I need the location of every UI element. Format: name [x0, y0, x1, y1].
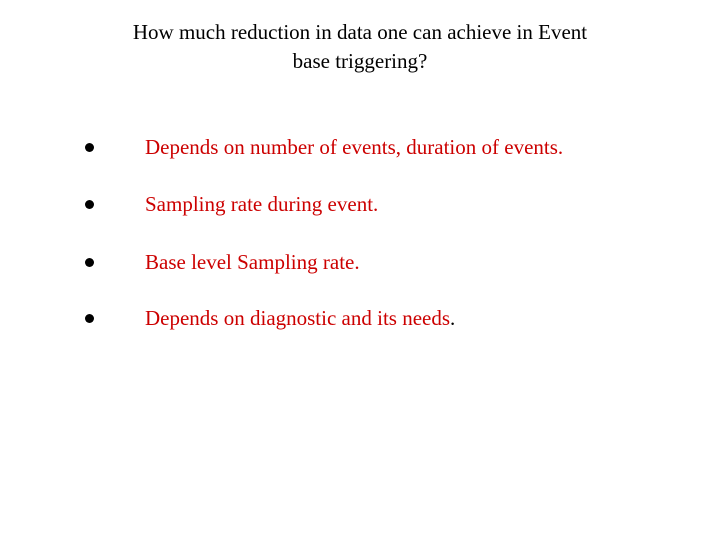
- bullet-dot-icon: [85, 314, 94, 323]
- bullet-text: Sampling rate during event.: [145, 192, 379, 216]
- bullet-dot-icon: [85, 143, 94, 152]
- bullet-item-events: [83, 132, 703, 162]
- bullet-dot-icon: [85, 258, 94, 267]
- bullet-dot-icon: [85, 200, 94, 209]
- slide-title-line-1: How much reduction in data one can achieve in Event: [132, 20, 588, 44]
- bullet-text-period: .: [450, 306, 456, 330]
- bullet-item-diagnostic: [83, 303, 703, 333]
- bullet-text: [145, 303, 455, 333]
- slide-title-line-2: base triggering?: [292, 49, 428, 73]
- bullet-text: Depends on number of events, duration of events.: [145, 135, 564, 159]
- bullet-item-base-level: [83, 247, 703, 277]
- bullet-text: Base level Sampling rate.: [145, 250, 360, 274]
- bullet-text-main: Depends on diagnostic and its needs: [145, 306, 451, 330]
- bullet-item-sampling-rate: [83, 189, 703, 219]
